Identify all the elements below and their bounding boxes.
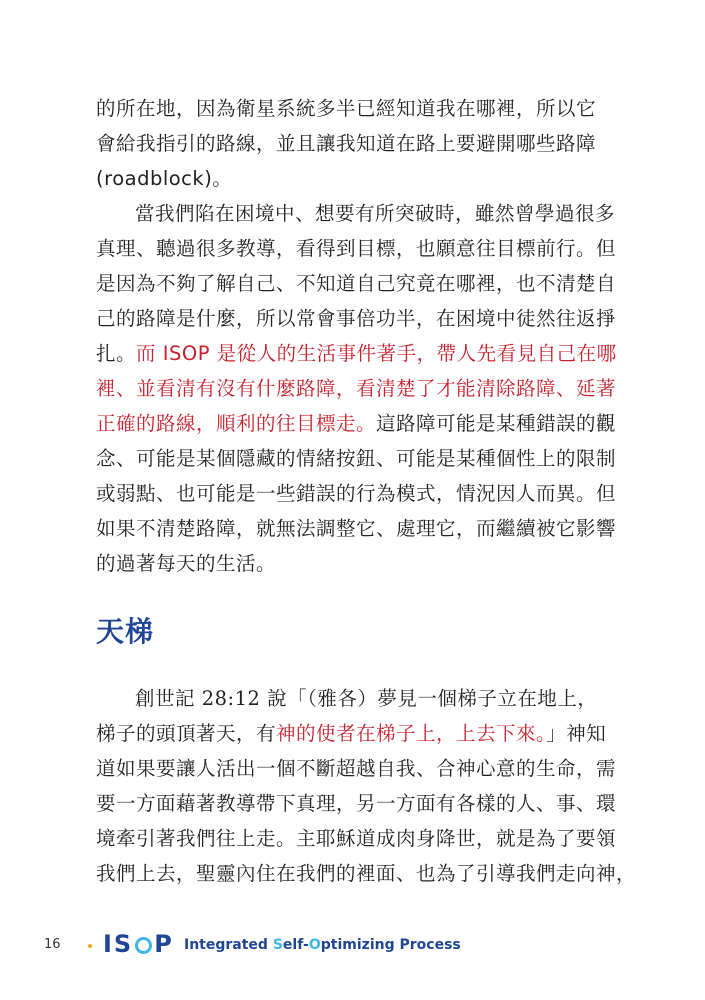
body-line: 會給我指引的路線，並且讓我知道在路上要避開哪些路障	[96, 132, 597, 155]
body-line: 當我們陷在困境中、想要有所突破時，雖然曾學過很多	[135, 202, 616, 225]
highlighted-text: 神的使者在梯子上，上去下來。	[276, 722, 547, 745]
body-line	[96, 411, 616, 437]
body-text: 這路障可能是某種錯誤的觀	[376, 412, 617, 435]
body-line: 己的路障是什麼，所以常會事倍功半，在困境中徒然往返掙	[96, 307, 617, 330]
body-text: 」神知	[546, 722, 607, 745]
tagline-part: elf-	[282, 937, 309, 953]
scripture-reference: 創世記 28:12	[135, 687, 261, 710]
scripture-line	[135, 686, 597, 712]
body-text: 扎。	[96, 342, 137, 365]
body-line: 要一方面藉著教導帶下真理，另一方面有各樣的人、事、環	[96, 792, 617, 815]
section-heading: 天梯	[96, 615, 155, 648]
body-line: 的過著每天的生活。	[96, 552, 277, 575]
logo-text: IS	[103, 930, 134, 958]
body-line: 念、可能是某個隱藏的情緒按鈕、可能是某種個性上的限制	[96, 447, 617, 470]
scripture-line	[96, 721, 606, 747]
logo-o-ring-icon	[135, 937, 152, 954]
body-line	[96, 341, 617, 367]
logo-text: P	[154, 930, 174, 958]
isop-logo	[103, 929, 174, 959]
body-line: 如果不清楚路障，就無法調整它、處理它，而繼續被它影響	[96, 517, 617, 540]
body-line: 我們上去，聖靈內住在我們的裡面、也為了引導我們走向神，	[96, 862, 637, 885]
scripture-quote: 說「（雅各）夢見一個梯子立在地上，	[267, 687, 598, 710]
scripture-quote: 梯子的頭頂著天，有	[96, 722, 277, 745]
tagline-part: O	[308, 937, 321, 953]
footer-dot-icon	[88, 944, 92, 948]
page-number: 16	[44, 937, 61, 952]
footer-tagline	[184, 937, 461, 953]
body-line: 真理、聽過很多教導，看得到目標，也願意往目標前行。但	[96, 237, 617, 260]
highlighted-line: 裡、並看清有沒有什麼路障，看清楚了才能清除路障、延著	[96, 377, 617, 400]
tagline-part: ptimizing Process	[320, 937, 461, 953]
body-line: 境牽引著我們往上走。主耶穌道成肉身降世，就是為了要領	[96, 827, 617, 850]
tagline-part: Integrated	[184, 937, 273, 953]
body-line: 是因為不夠了解自己、不知道自己究竟在哪裡，也不清楚自	[96, 272, 617, 295]
body-line: 或弱點、也可能是一些錯誤的行為模式，情況因人而異。但	[96, 482, 617, 505]
tagline-part: S	[272, 937, 283, 953]
body-line: 道如果要讓人活出一個不斷超越自我、合神心意的生命，需	[96, 757, 617, 780]
page-footer	[0, 925, 705, 965]
highlighted-text: 而 ISOP 是從人的生活事件著手，帶人先看見自己在哪	[136, 342, 617, 365]
body-line: 的所在地，因為衛星系統多半已經知道我在哪裡，所以它	[96, 97, 597, 120]
highlighted-text: 正確的路線，順利的往目標走。	[96, 412, 377, 435]
body-line: (roadblock)。	[96, 167, 233, 190]
